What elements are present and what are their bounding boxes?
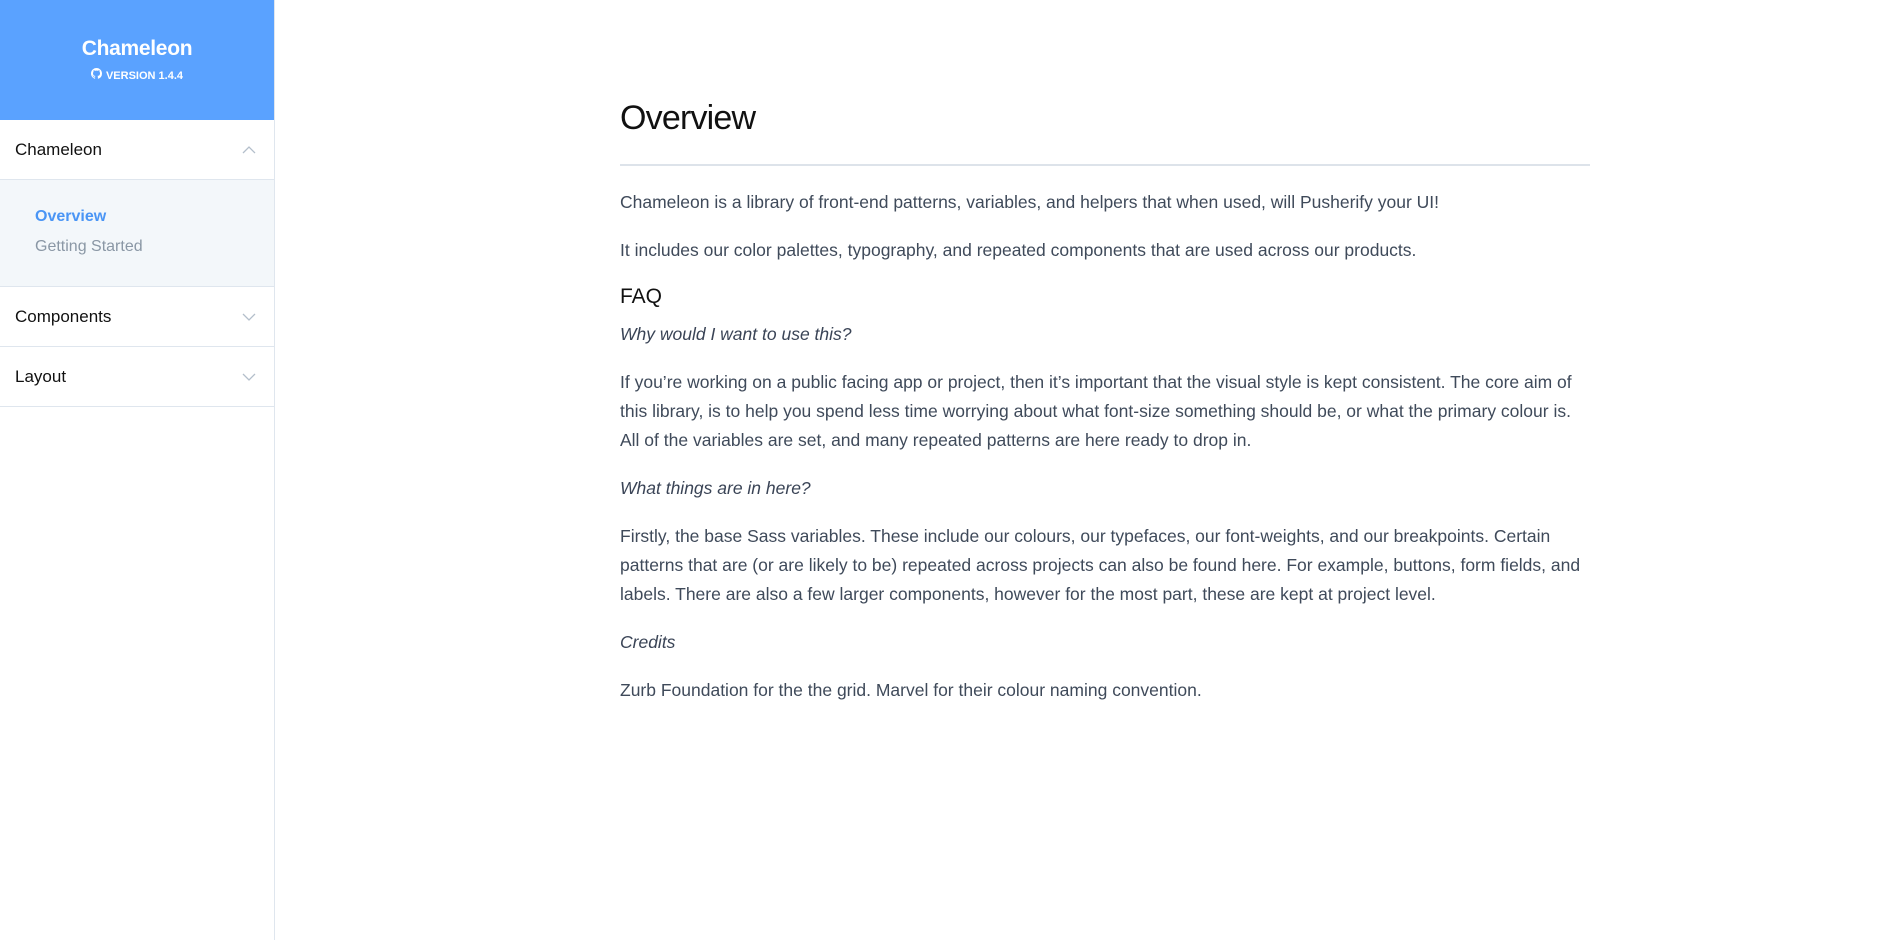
faq-answer: Zurb Foundation for the the grid. Marvel for their colour naming convention.	[620, 680, 1202, 700]
nav-header-label: Layout	[15, 366, 67, 386]
chevron-down-icon	[241, 309, 257, 325]
nav-header-label: Components	[15, 306, 112, 326]
github-icon	[91, 68, 102, 83]
article-body	[620, 166, 1590, 705]
brand-header[interactable]	[0, 0, 274, 120]
nav-group-components	[0, 287, 274, 347]
nav-header-layout[interactable]	[0, 347, 274, 406]
nav-header-components[interactable]	[0, 287, 274, 346]
faq-question: Credits	[620, 632, 676, 652]
chevron-up-icon	[241, 142, 257, 158]
version-link[interactable]	[91, 68, 183, 83]
faq-question: Why would I want to use this?	[620, 324, 852, 344]
faq-question: What things are in here?	[620, 478, 811, 498]
chevron-down-icon	[241, 369, 257, 385]
page-title: Overview	[620, 98, 1590, 166]
version-label: VERSION 1.4.4	[105, 69, 184, 82]
intro-paragraph: Chameleon is a library of front-end patterns, variables, and helpers that when used, will Pusherify your UI!	[620, 192, 1440, 212]
nav-group-layout	[0, 347, 274, 407]
sidebar	[0, 0, 275, 940]
nav-item-getting-started[interactable]: Getting Started	[35, 238, 143, 255]
faq-heading: FAQ	[620, 285, 663, 308]
faq-answer: If you’re working on a public facing app or project, then it’s important that the visual style is kept consistent. The core aim of this library, is to help you spend less time worrying about what font-size something should be, or what the primary colour is. All of the variables are set, and many repeated patterns are here ready to drop in.	[620, 372, 1572, 450]
main-content	[620, 0, 1590, 724]
brand-title: Chameleon	[81, 37, 193, 60]
nav-header-label: Chameleon	[15, 139, 102, 159]
intro-paragraph: It includes our color palettes, typography, and repeated components that are used across our products.	[620, 240, 1417, 260]
nav-item-overview[interactable]: Overview	[35, 208, 107, 225]
nav-header-chameleon[interactable]	[0, 120, 274, 179]
faq-answer: Firstly, the base Sass variables. These include our colours, our typefaces, our font-weights, and our breakpoints. Certain patterns that are (or are likely to be) repeated across projects can also be found here. For example, buttons, form fields, and labels. There are also a few larger components, however for the most part, these are kept at project level.	[620, 526, 1581, 604]
nav-submenu-chameleon	[0, 179, 274, 286]
nav-group-chameleon	[0, 120, 274, 287]
